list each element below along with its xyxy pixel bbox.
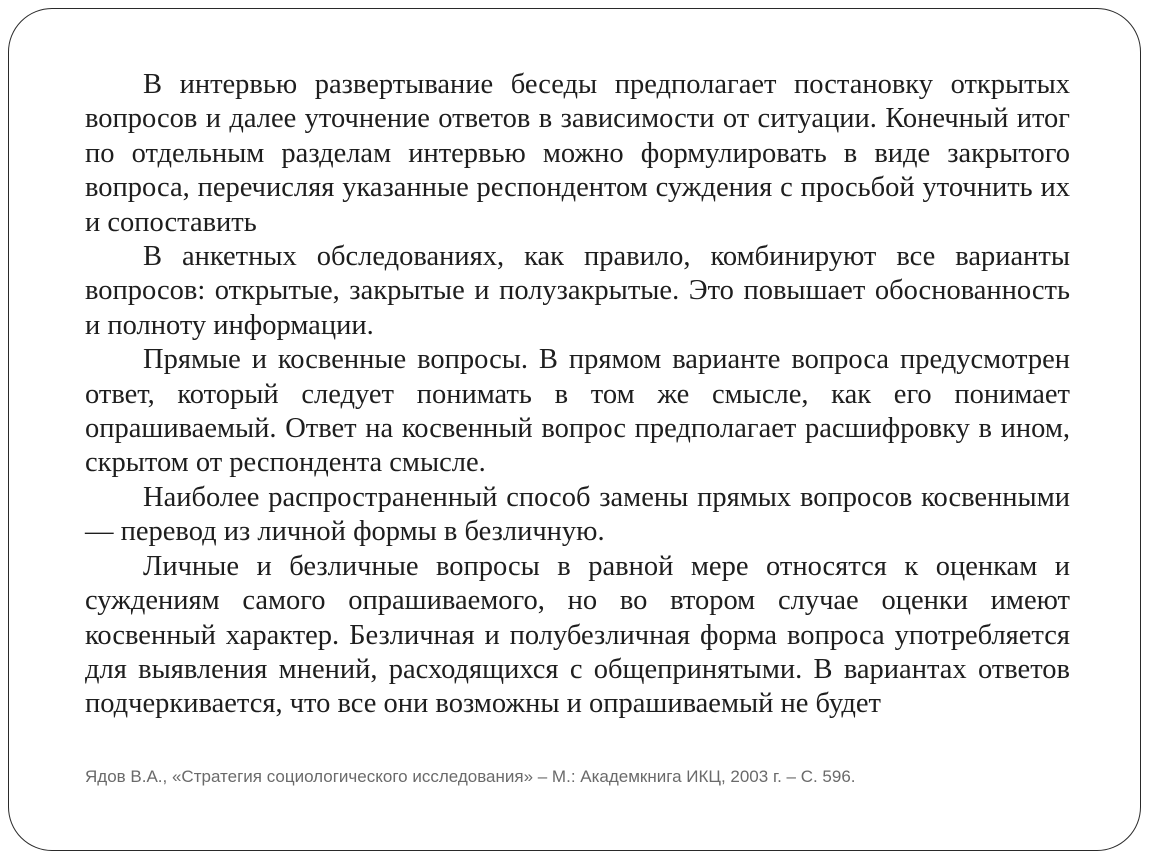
slide-body-text [85, 68, 1070, 722]
paragraph-direct-indirect: Прямые и косвенные вопросы. В прямом варианте вопроса предусмотрен ответ, который следует понимать в том же смысле, как его понимает опрашиваемый. Ответ на косвенный вопрос предполагает расшифровку в ином, скрытом от респондента смысле. [85, 344, 1070, 479]
paragraph-personal-impersonal: Личные и безличные вопросы в равной мере относятся к оценкам и суждениям самого опрашиваемого, но во втором случае оценки имеют косвенный характер. Безличная и полубезличная форма вопроса употребляется для выявления мнений, расходящихся с общепринятыми. В вариантах ответов подчеркивается, что все они возможны и опрашиваемый не будет [85, 550, 1070, 720]
paragraph-interview: В интервью развертывание беседы предполагает постановку открытых вопросов и далее уточнение ответов в зависимости от ситуации. Конечный итог по отдельным разделам интервью можно формулировать в виде закрытого вопроса, перечисляя указанные респондентом суждения с просьбой уточнить их и сопоставить [85, 69, 1070, 238]
paragraph-questionnaire: В анкетных обследованиях, как правило, комбинируют все варианты вопросов: открытые, закрытые и полузакрытые. Это повышает обоснованность и полноту информации. [85, 241, 1070, 341]
citation: Ядов В.А., «Стратегия социологического исследования» – М.: Академкнига ИКЦ, 2003 г. – С. 596. [85, 767, 856, 786]
paragraph-replacement: Наиболее распространенный способ замены прямых вопросов косвенными — перевод из личной формы в безличную. [85, 481, 1070, 548]
